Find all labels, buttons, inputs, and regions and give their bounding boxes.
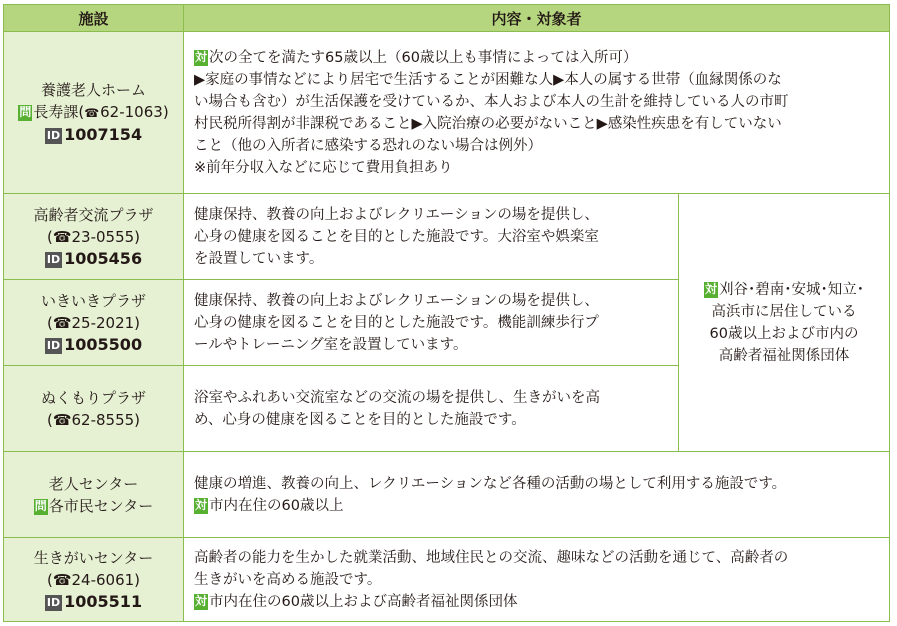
details-cell: [184, 194, 679, 280]
header-facility: 施設: [4, 5, 184, 32]
shared-target-line: 60歳以上および市内の: [709, 325, 859, 342]
target-badge: 対: [195, 497, 208, 512]
details-line: 浴室やふれあい交流室などの交流の場を提供し、生きがいを高: [194, 389, 600, 406]
phone-icon: ☎: [84, 106, 100, 120]
target-text: 次の全てを満たす65歳以上（60歳以上も事情によっては入所可）: [209, 49, 638, 66]
phone-line: (☎23-0555): [46, 227, 141, 246]
target-line: [194, 495, 883, 517]
id-number: 1005500: [64, 334, 143, 354]
details-line: 村民税所得割が非課税であること▶入院治療の必要がないこと▶感染性疾患を有していない: [194, 115, 782, 132]
target-text: 市内在住の60歳以上および高齢者福祉関係団体: [209, 593, 518, 610]
details-cell: [184, 32, 890, 194]
facility-name: 養護老人ホーム: [40, 81, 146, 99]
header-row: [4, 5, 890, 32]
target-badge: 対: [705, 281, 718, 296]
details-cell: [184, 452, 890, 538]
facility-name: 高齢者交流プラザ: [33, 205, 154, 224]
facility-cell: [4, 538, 184, 622]
facility-name: 生きがいセンター: [33, 548, 154, 567]
table-row: [4, 538, 890, 622]
facility-cell: [4, 194, 184, 280]
details-cell: [184, 538, 890, 622]
phone-number: 62-1063): [100, 103, 169, 121]
details-line: い場合も含む）が生活保護を受けているか、本人および本人の生計を維持している人の市町: [194, 93, 789, 110]
facility-cell: [4, 32, 184, 194]
target-line: [194, 591, 883, 613]
facility-cell: [4, 452, 184, 538]
shared-target-cell: [679, 194, 890, 452]
id-line: [4, 591, 183, 613]
shared-target-line: 高浜市に居住している: [711, 303, 857, 320]
shared-target-text: 刈谷･碧南･安城･知立･: [719, 281, 865, 298]
id-badge: ID: [46, 252, 61, 266]
table-row: [4, 32, 890, 194]
table-row: [4, 194, 890, 280]
target-line: [194, 47, 883, 69]
inquiry-badge: 問: [34, 498, 47, 513]
details-line: を設置しています。: [194, 250, 324, 267]
target-text: 市内在住の60歳以上: [209, 497, 344, 514]
shared-target-line: [689, 279, 879, 301]
details-line: こと（他の入所者に感染する恐れのない場合は例外）: [194, 137, 542, 154]
facility-name: ぬくもりプラザ: [40, 388, 146, 407]
inquiry-text: 長寿課(: [33, 103, 85, 121]
details-line: ※前年分収入などに応じて費用負担あり: [194, 159, 453, 176]
facility-name: いきいきプラザ: [40, 291, 146, 310]
id-number: 1005511: [64, 591, 143, 611]
facility-name: 老人センター: [48, 474, 139, 493]
id-line: [4, 124, 183, 146]
details-line: 心身の健康を図ることを目的とした施設です。機能訓練歩行プ: [194, 314, 599, 331]
details-line: 心身の健康を図ることを目的とした施設です。大浴室や娯楽室: [194, 228, 599, 245]
details-line: 健康の増進、教養の向上、レクリエーションなど各種の活動の場として利用する施設です。: [194, 475, 787, 492]
phone-line: (☎62-8555): [46, 410, 141, 429]
details-line: ▶家庭の事情などにより居宅で生活することが困難な人▶本人の属する世帯（血縁関係のな: [194, 71, 782, 88]
header-details: 内容・対象者: [184, 5, 890, 32]
id-line: [4, 248, 183, 270]
details-line: 生きがいを高める施設です。: [194, 571, 382, 588]
id-number: 1007154: [64, 125, 143, 144]
id-badge: ID: [46, 338, 61, 352]
phone-line: (☎24-6061): [46, 570, 141, 589]
target-badge: 対: [195, 593, 208, 608]
shared-target-line: 高齢者福祉関係団体: [718, 347, 850, 364]
id-number: 1005456: [64, 248, 143, 268]
details-line: ールやトレーニング室を設置しています。: [194, 336, 468, 353]
inquiry-badge: 問: [19, 105, 32, 119]
details-line: 健康保持、教養の向上およびレクリエーションの場を提供し、: [194, 206, 599, 223]
id-badge: ID: [46, 129, 61, 142]
phone-line: (☎25-2021): [46, 313, 141, 332]
details-cell: [184, 366, 679, 452]
facility-cell: [4, 280, 184, 366]
inquiry-line: [4, 495, 183, 517]
facility-table: [3, 4, 890, 622]
inquiry-text: 各市民センター: [48, 496, 154, 515]
target-badge: 対: [195, 49, 208, 64]
facility-cell: [4, 366, 184, 452]
details-line: 健康保持、教養の向上およびレクリエーションの場を提供し、: [194, 292, 599, 309]
table-row: [4, 452, 890, 538]
details-line: 高齢者の能力を生かした就業活動、地域住民との交流、趣味などの活動を通じて、高齢者の: [194, 549, 789, 566]
id-badge: ID: [46, 595, 61, 609]
details-line: め、心身の健康を図ることを目的とした施設です。: [194, 411, 526, 428]
inquiry-line: [4, 101, 183, 124]
details-cell: [184, 280, 679, 366]
facility-table-container: [3, 4, 889, 620]
id-line: [4, 334, 183, 356]
